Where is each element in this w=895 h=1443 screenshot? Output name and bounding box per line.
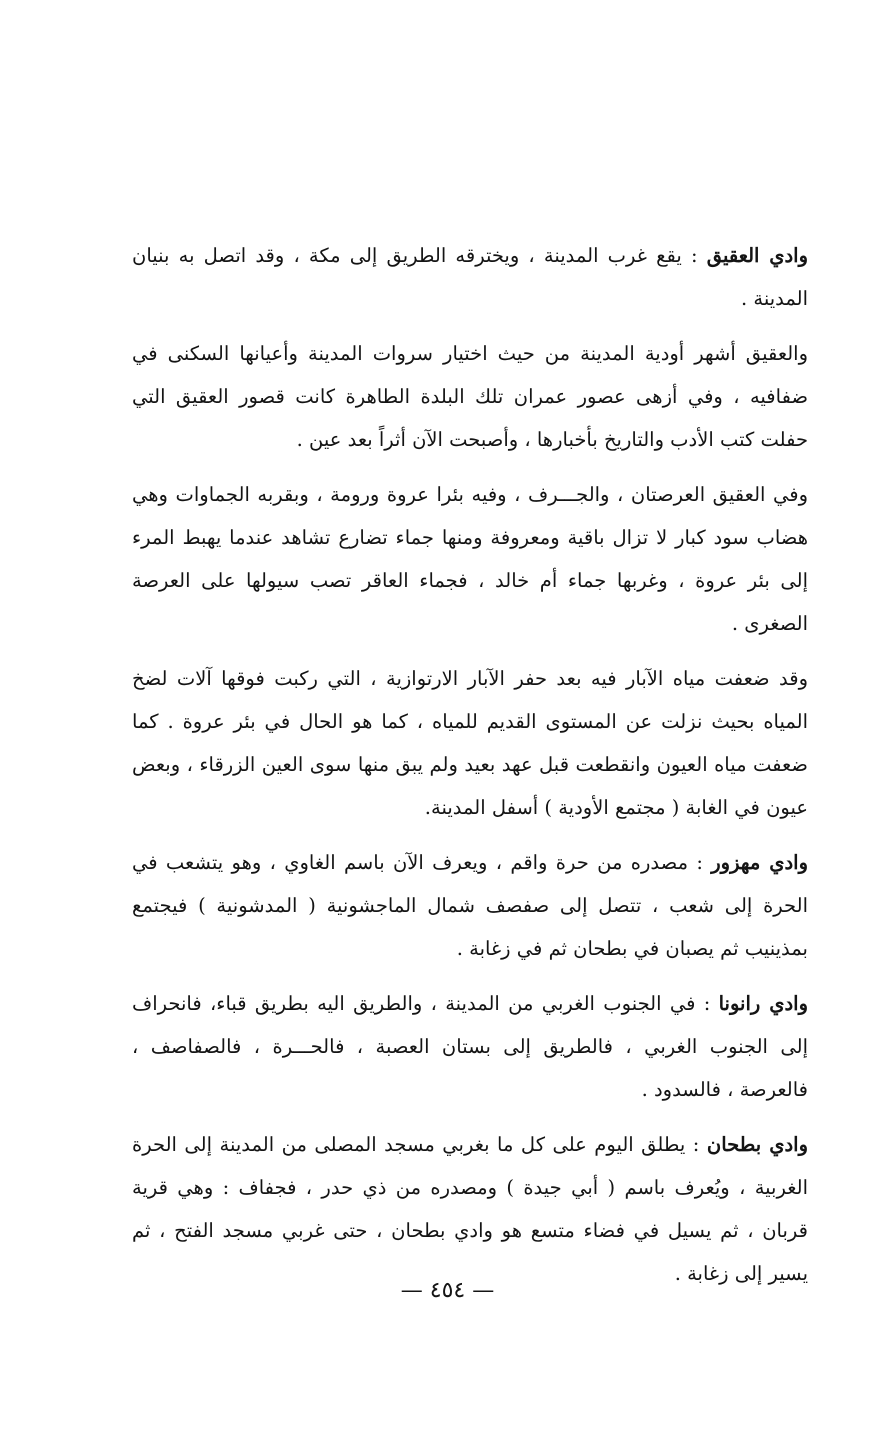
paragraph-wadi-buthan <box>132 1123 808 1295</box>
paragraph-text: وفي العقيق العرصتان ، والجـــرف ، وفيه بئرا عروة ورومة ، وبقربه الجماوات وهي هضاب سود كبار لا تزال باقية ومعروفة ومنها جماء تضارع تشاهد عندما يهبط المرء إلى بئر عروة ، وغربها جماء أم خالد ، فجماء العاقر تصب سيولها على العرصة الصغرى . <box>132 483 808 635</box>
paragraph-aqiq-features <box>132 473 808 645</box>
paragraph-aqiq-description <box>132 332 808 461</box>
body-text <box>132 234 808 1307</box>
paragraph-text: والعقيق أشهر أودية المدينة من حيث اختيار سروات المدينة وأعيانها السكنى في ضفافيه ، وفي أزهى عصور عمران تلك البلدة الطاهرة كانت قصور العقيق التي حفلت كتب الأدب والتاريخ بأخبارها ، وأصبحت الآن أثراً بعد عين . <box>132 342 808 451</box>
page-number: — ٤٥٤ — <box>400 1278 495 1303</box>
paragraph-wadi-aqiq <box>132 234 808 320</box>
paragraph-text: : يقع غرب المدينة ، ويخترقه الطريق إلى مكة ، وقد اتصل به بنيان المدينة . <box>132 244 808 310</box>
paragraph-text: : يطلق اليوم على كل ما بغربي مسجد المصلى من المدينة إلى الحرة الغربية ، ويُعرف باسم ( أبي جيدة ) ومصدره من ذي حدر ، فجفاف : وهي قرية قربان ، ثم يسيل في فضاء متسع هو وادي بطحان ، حتى غربي مسجد الفتح ، ثم يسير إلى زغابة . <box>132 1133 808 1285</box>
paragraph-term: وادي العقيق <box>706 244 808 267</box>
paragraph-wadi-mahzur <box>132 841 808 970</box>
paragraph-text: : مصدره من حرة واقم ، ويعرف الآن باسم الغاوي ، وهو يتشعب في الحرة إلى شعب ، تتصل إلى صفصف شمال الماجشونية ( المدشونية ) فيجتمع بمذينيب ثم يصبان في بطحان ثم في زغابة . <box>132 851 808 960</box>
paragraph-text: : في الجنوب الغربي من المدينة ، والطريق اليه بطريق قباء، فانحراف إلى الجنوب الغربي ، فالطريق إلى بستان العصبة ، فالحـــرة ، فالصفاصف ، فالعرصة ، فالسدود . <box>132 992 808 1101</box>
paragraph-wadi-ranuna <box>132 982 808 1111</box>
paragraph-text: وقد ضعفت مياه الآبار فيه بعد حفر الآبار الارتوازية ، التي ركبت فوقها آلات لضخ المياه بحيث نزلت عن المستوى القديم للمياه ، كما هو الحال في بئر عروة . كما ضعفت مياه العيون وانقطعت قبل عهد بعيد ولم يبق منها سوى العين الزرقاء ، وبعض عيون في الغابة ( مجتمع الأودية ) أسفل المدينة. <box>132 667 808 819</box>
paragraph-term: وادي بطحان <box>706 1133 809 1156</box>
paragraph-term: وادي رانونا <box>718 992 808 1015</box>
paragraph-term: وادي مهزور <box>711 851 808 874</box>
paragraph-aqiq-water <box>132 657 808 829</box>
